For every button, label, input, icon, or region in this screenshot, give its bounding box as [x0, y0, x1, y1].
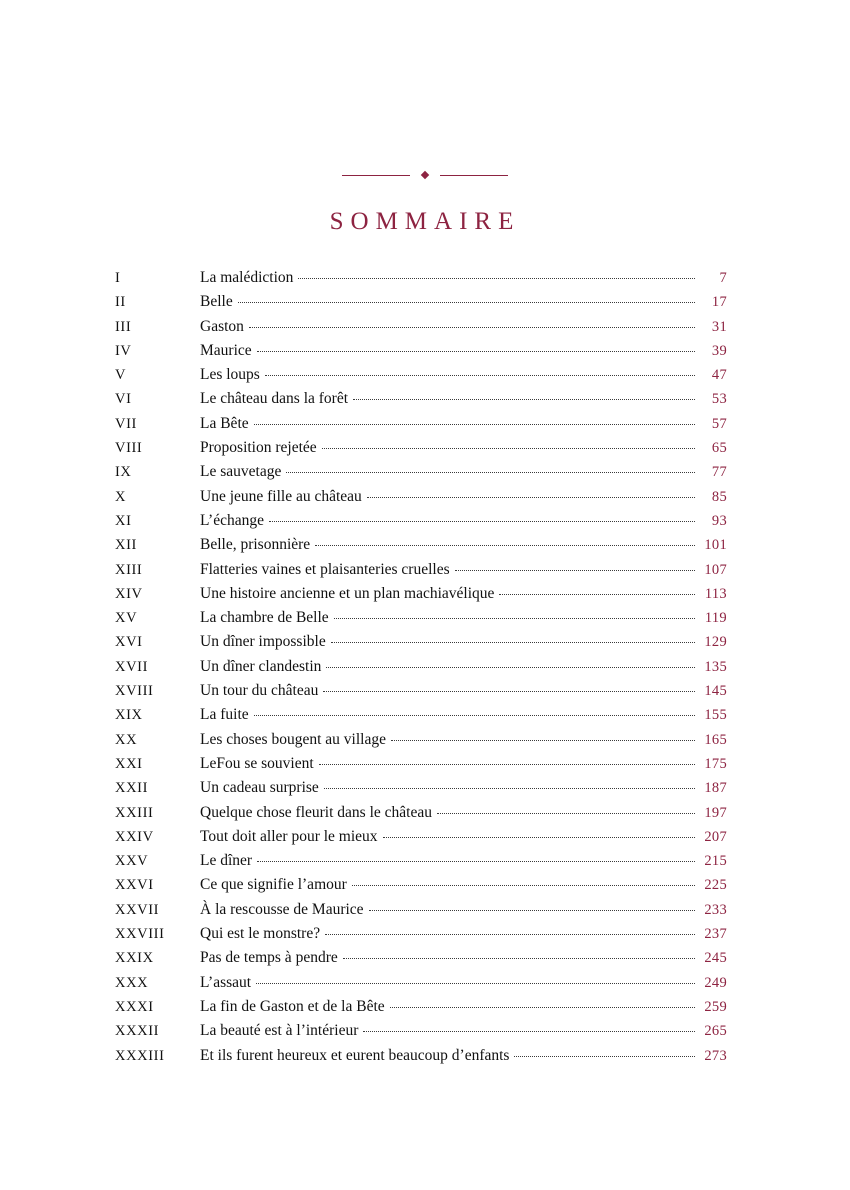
toc-entry-number: X — [115, 488, 127, 505]
ornament-divider — [0, 172, 850, 178]
page-title: SOMMAIRE — [329, 208, 521, 235]
toc-entry-page: 93 — [711, 512, 727, 529]
toc-entry-title: Un dîner impossible — [200, 633, 326, 651]
toc-entry-page: 7 — [719, 270, 727, 286]
toc-entry-title: Le dîner — [200, 852, 253, 870]
ornament-rule-right — [440, 175, 508, 176]
toc-entry[interactable] — [115, 946, 727, 970]
toc-entry-title: Quelque chose fleurit dans le château — [200, 803, 432, 821]
toc-entry-page: 155 — [704, 707, 727, 724]
toc-entry-title: La Bête — [200, 414, 249, 432]
toc-entry-title: La beauté est à l’intérieur — [200, 1022, 359, 1040]
toc-entry-title: L’échange — [200, 511, 264, 529]
toc-entry-page: 233 — [704, 901, 727, 918]
toc-entry-number: III — [115, 318, 132, 335]
toc-entry-number: II — [115, 294, 126, 311]
toc-entry-number: VII — [115, 415, 137, 432]
toc-entry-title: La malédiction — [200, 269, 294, 286]
diamond-ornament-icon — [421, 171, 429, 179]
toc-entry-number: XXII — [115, 780, 149, 797]
toc-entry-number: XII — [115, 537, 137, 554]
toc-leader-dots — [367, 497, 695, 498]
toc-entry-title: La fin de Gaston et de la Bête — [200, 997, 385, 1015]
toc-entry[interactable] — [115, 606, 727, 630]
toc-leader-dots — [319, 764, 695, 765]
toc-entry-title: Le sauvetage — [200, 463, 282, 481]
toc-entry-number: IV — [115, 342, 132, 359]
toc-entry-title: Une histoire ancienne et un plan machiavélique — [200, 584, 495, 602]
toc-leader-dots — [257, 861, 695, 862]
table-of-contents — [115, 266, 727, 1068]
toc-entry-number: VI — [115, 391, 132, 408]
toc-entry-page: 259 — [704, 998, 727, 1015]
toc-leader-dots — [334, 618, 695, 619]
toc-entry-number: IX — [115, 464, 132, 481]
toc-entry-title: À la rescousse de Maurice — [200, 900, 364, 918]
toc-entry-page: 225 — [704, 877, 727, 894]
toc-entry-page: 47 — [711, 367, 727, 384]
toc-entry-title: L’assaut — [200, 973, 252, 991]
toc-leader-dots — [322, 448, 695, 449]
toc-leader-dots — [325, 934, 695, 935]
toc-entry-title: Les choses bougent au village — [200, 730, 386, 748]
toc-entry-number: XXIV — [115, 828, 154, 845]
toc-entry-title: Proposition rejetée — [200, 439, 317, 457]
toc-entry-title: Une jeune fille au château — [200, 487, 362, 505]
toc-entry[interactable] — [115, 387, 727, 411]
toc-leader-dots — [324, 788, 695, 789]
toc-entry-title: Les loups — [200, 366, 260, 384]
toc-entry[interactable] — [115, 922, 727, 946]
toc-entry-number: XXVI — [115, 877, 154, 894]
toc-entry[interactable] — [115, 873, 727, 897]
toc-entry-title: Belle — [200, 293, 233, 311]
toc-entry-page: 237 — [704, 926, 727, 943]
toc-entry-title: La fuite — [200, 706, 249, 724]
toc-entry-page: 197 — [704, 804, 727, 821]
toc-entry-number: XXVIII — [115, 926, 165, 943]
toc-leader-dots — [331, 642, 695, 643]
toc-entry-title: Et ils furent heureux et eurent beaucoup d’enfants — [200, 1046, 510, 1064]
toc-entry-number: XI — [115, 512, 132, 529]
toc-leader-dots — [499, 594, 695, 595]
toc-entry[interactable] — [115, 849, 727, 873]
toc-leader-dots — [383, 837, 695, 838]
toc-leader-dots — [315, 545, 695, 546]
toc-entry-number: XVI — [115, 634, 143, 651]
toc-entry-title: Un dîner clandestin — [200, 657, 322, 675]
toc-entry[interactable] — [115, 898, 727, 922]
toc-entry[interactable] — [115, 315, 727, 339]
toc-leader-dots — [455, 570, 695, 571]
toc-entry-title: Ce que signifie l’amour — [200, 876, 347, 894]
toc-leader-dots — [238, 302, 695, 303]
toc-entry-number: XIX — [115, 707, 143, 724]
toc-entry-number: XIII — [115, 561, 143, 578]
toc-entry-number: XV — [115, 610, 138, 627]
toc-entry[interactable] — [115, 971, 727, 995]
toc-entry-page: 85 — [711, 488, 727, 505]
toc-entry-page: 165 — [704, 731, 727, 748]
toc-entry[interactable] — [115, 801, 727, 825]
toc-entry[interactable] — [115, 1019, 727, 1043]
toc-leader-dots — [390, 1007, 695, 1008]
toc-entry-number: XIV — [115, 585, 143, 602]
toc-entry-number: XXI — [115, 755, 143, 772]
toc-entry[interactable] — [115, 339, 727, 363]
toc-entry[interactable] — [115, 1044, 727, 1068]
toc-entry[interactable] — [115, 728, 727, 752]
toc-leader-dots — [323, 691, 695, 692]
toc-entry-title: Le château dans la forêt — [200, 390, 349, 408]
toc-entry-number: XXIX — [115, 950, 154, 967]
toc-entry-title: LeFou se souvient — [200, 754, 314, 772]
toc-entry[interactable] — [115, 655, 727, 679]
toc-entry[interactable] — [115, 825, 727, 849]
toc-entry-title: Tout doit aller pour le mieux — [200, 827, 378, 845]
toc-entry[interactable] — [115, 558, 727, 582]
toc-entry-page: 249 — [704, 974, 727, 991]
toc-leader-dots — [254, 424, 695, 425]
toc-entry-title: Maurice — [200, 341, 252, 359]
toc-leader-dots — [256, 983, 695, 984]
toc-entry-page: 175 — [704, 755, 727, 772]
toc-entry-number: XXVII — [115, 901, 160, 918]
toc-entry-page: 77 — [711, 464, 727, 481]
toc-entry-title: Flatteries vaines et plaisanteries cruelles — [200, 560, 450, 578]
toc-entry[interactable] — [115, 995, 727, 1019]
toc-leader-dots — [353, 399, 695, 400]
toc-entry-number: XVIII — [115, 683, 154, 700]
toc-entry-title: Un tour du château — [200, 682, 319, 700]
toc-entry-page: 39 — [711, 342, 727, 359]
toc-entry-number: XVII — [115, 658, 149, 675]
toc-entry[interactable] — [115, 582, 727, 606]
toc-entry-page: 245 — [704, 950, 727, 967]
toc-entry-number: V — [115, 367, 127, 384]
toc-entry-title: Gaston — [200, 317, 244, 335]
toc-entry[interactable] — [115, 703, 727, 727]
toc-entry-page: 113 — [704, 585, 727, 602]
toc-entry-title: La chambre de Belle — [200, 609, 329, 627]
toc-entry-page: 129 — [704, 634, 727, 651]
toc-entry[interactable] — [115, 363, 727, 387]
toc-leader-dots — [437, 813, 695, 814]
toc-entry-page: 145 — [704, 683, 727, 700]
ornament-rule-left — [342, 175, 410, 176]
toc-entry[interactable] — [115, 679, 727, 703]
toc-entry-number: XXXIII — [115, 1047, 165, 1064]
toc-leader-dots — [326, 667, 695, 668]
toc-entry-page: 17 — [711, 294, 727, 311]
toc-entry-page: 65 — [711, 440, 727, 457]
toc-leader-dots — [363, 1031, 695, 1032]
toc-entry-number: VIII — [115, 440, 143, 457]
toc-entry-title: Qui est le monstre? — [200, 925, 321, 943]
toc-entry-title: Belle, prisonnière — [200, 536, 311, 554]
toc-entry[interactable] — [115, 776, 727, 800]
toc-leader-dots — [254, 715, 695, 716]
toc-leader-dots — [286, 472, 695, 473]
toc-leader-dots — [249, 327, 695, 328]
toc-entry[interactable] — [115, 752, 727, 776]
toc-entry-page: 135 — [704, 658, 727, 675]
toc-entry[interactable] — [115, 436, 727, 460]
toc-entry-page: 265 — [704, 1023, 727, 1040]
toc-entry-page: 57 — [711, 415, 727, 432]
toc-entry-number: XXX — [115, 974, 149, 991]
toc-entry[interactable] — [115, 266, 727, 290]
toc-entry-number: I — [115, 270, 121, 286]
toc-entry[interactable] — [115, 412, 727, 436]
toc-entry[interactable] — [115, 533, 727, 557]
toc-entry-number: XXXII — [115, 1023, 160, 1040]
toc-entry-page: 101 — [704, 537, 727, 554]
toc-leader-dots — [343, 958, 695, 959]
toc-entry[interactable] — [115, 485, 727, 509]
toc-leader-dots — [514, 1056, 695, 1057]
toc-entry-title: Pas de temps à pendre — [200, 949, 338, 967]
toc-entry-page: 31 — [711, 318, 727, 335]
toc-entry-number: XXV — [115, 853, 149, 870]
toc-entry[interactable] — [115, 290, 727, 314]
toc-entry-page: 119 — [704, 610, 727, 627]
toc-entry-title: Un cadeau surprise — [200, 779, 319, 797]
toc-entry-page: 187 — [704, 780, 727, 797]
toc-leader-dots — [269, 521, 695, 522]
toc-entry-number: XXXI — [115, 998, 154, 1015]
toc-entry-number: XXIII — [115, 804, 154, 821]
toc-leader-dots — [391, 740, 695, 741]
toc-entry-number: XX — [115, 731, 138, 748]
toc-entry-page: 107 — [704, 561, 727, 578]
toc-leader-dots — [369, 910, 695, 911]
toc-entry-page: 207 — [704, 828, 727, 845]
toc-leader-dots — [298, 278, 695, 279]
toc-entry-page: 273 — [704, 1047, 727, 1064]
toc-entry[interactable] — [115, 509, 727, 533]
toc-leader-dots — [257, 351, 695, 352]
toc-entry[interactable] — [115, 630, 727, 654]
toc-entry-page: 215 — [704, 853, 727, 870]
toc-leader-dots — [352, 885, 695, 886]
toc-entry-page: 53 — [711, 391, 727, 408]
toc-entry[interactable] — [115, 460, 727, 484]
toc-leader-dots — [265, 375, 695, 376]
